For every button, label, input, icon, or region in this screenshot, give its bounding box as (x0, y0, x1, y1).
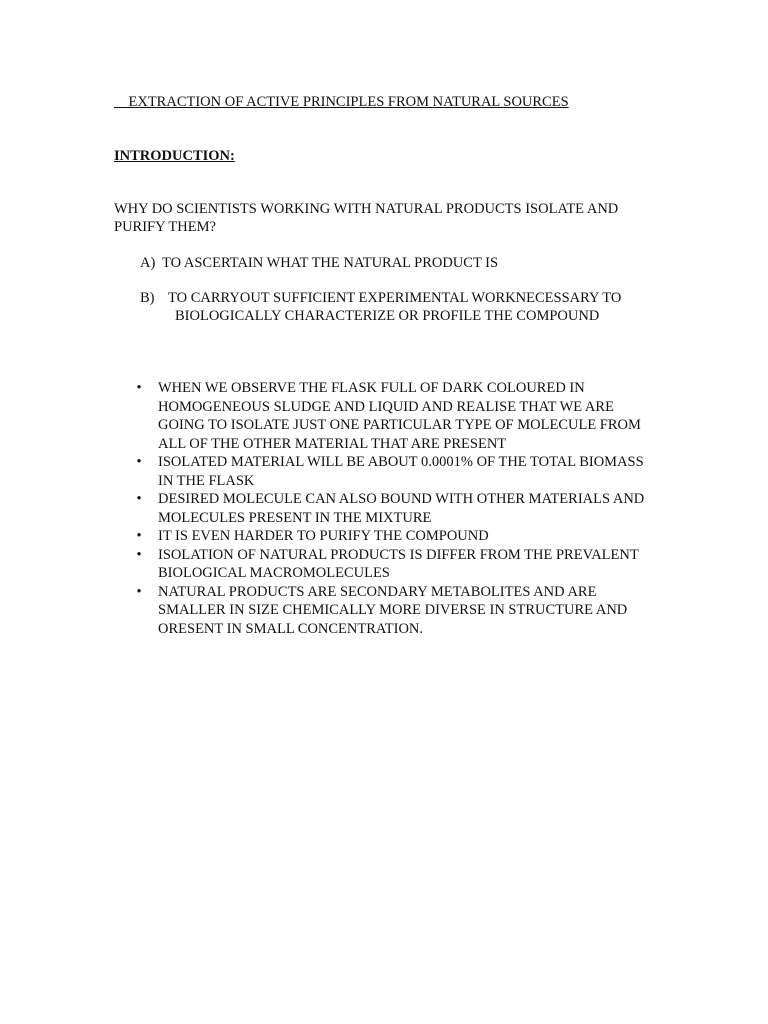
list-item (134, 546, 654, 583)
bullet-icon: • (136, 546, 142, 563)
list-item-text: WHEN WE OBSERVE THE FLASK FULL OF DARK COLOURED IN HOMOGENEOUS SLUDGE AND LIQUID AND REALISE THAT WE ARE GOING TO ISOLATE JUST ONE PARTICULAR TYPE OF MOLECULE FROM ALL OF THE OTHER MATERIAL THAT ARE PRESENT (158, 380, 641, 452)
list-item-text: ISOLATION OF NATURAL PRODUCTS IS DIFFER FROM THE PREVALENT BIOLOGICAL MACROMOLECULES (158, 546, 639, 581)
bullet-icon: • (136, 454, 142, 470)
title-text: EXTRACTION OF ACTIVE PRINCIPLES FROM NATURAL SOURCES (128, 94, 569, 110)
reason-a (140, 254, 498, 272)
reason-b (140, 289, 621, 325)
bullet-icon: • (136, 491, 142, 507)
reason-a-text: TO ASCERTAIN WHAT THE NATURAL PRODUCT IS (162, 255, 499, 271)
bullet-list (134, 379, 654, 638)
bullet-icon: • (136, 528, 142, 544)
list-item (134, 583, 654, 639)
bullet-icon: • (136, 380, 142, 396)
reason-b-marker: B) (140, 290, 155, 306)
introduction-heading: INTRODUCTION: (114, 148, 235, 164)
list-item (134, 527, 654, 546)
intro-question: WHY DO SCIENTISTS WORKING WITH NATURAL PRODUCTS ISOLATE AND PURIFY THEM? (114, 201, 619, 235)
reason-b-text-line2: BIOLOGICALLY CHARACTERIZE OR PROFILE THE COMPOUND (175, 308, 600, 324)
list-item-text: ISOLATED MATERIAL WILL BE ABOUT 0.0001% OF THE TOTAL BIOMASS IN THE FLASK (158, 454, 644, 489)
list-item (134, 379, 654, 453)
list-item (134, 490, 654, 527)
title-indent (114, 94, 129, 110)
reason-b-text-line1: TO CARRYOUT SUFFICIENT EXPERIMENTAL WORKNECESSARY TO (168, 290, 622, 306)
list-item-text: DESIRED MOLECULE CAN ALSO BOUND WITH OTHER MATERIALS AND MOLECULES PRESENT IN THE MIXTURE (158, 491, 645, 526)
bullet-icon: • (136, 583, 142, 600)
list-item-text: IT IS EVEN HARDER TO PURIFY THE COMPOUND (158, 528, 489, 544)
reason-a-marker: A) (140, 255, 156, 271)
list-item (134, 453, 654, 490)
document-title (114, 93, 569, 111)
list-item-text: NATURAL PRODUCTS ARE SECONDARY METABOLITES AND ARE SMALLER IN SIZE CHEMICALLY MORE DIVERSE IN STRUCTURE AND ORESENT IN SMALL CONCENTRATION. (158, 583, 628, 637)
